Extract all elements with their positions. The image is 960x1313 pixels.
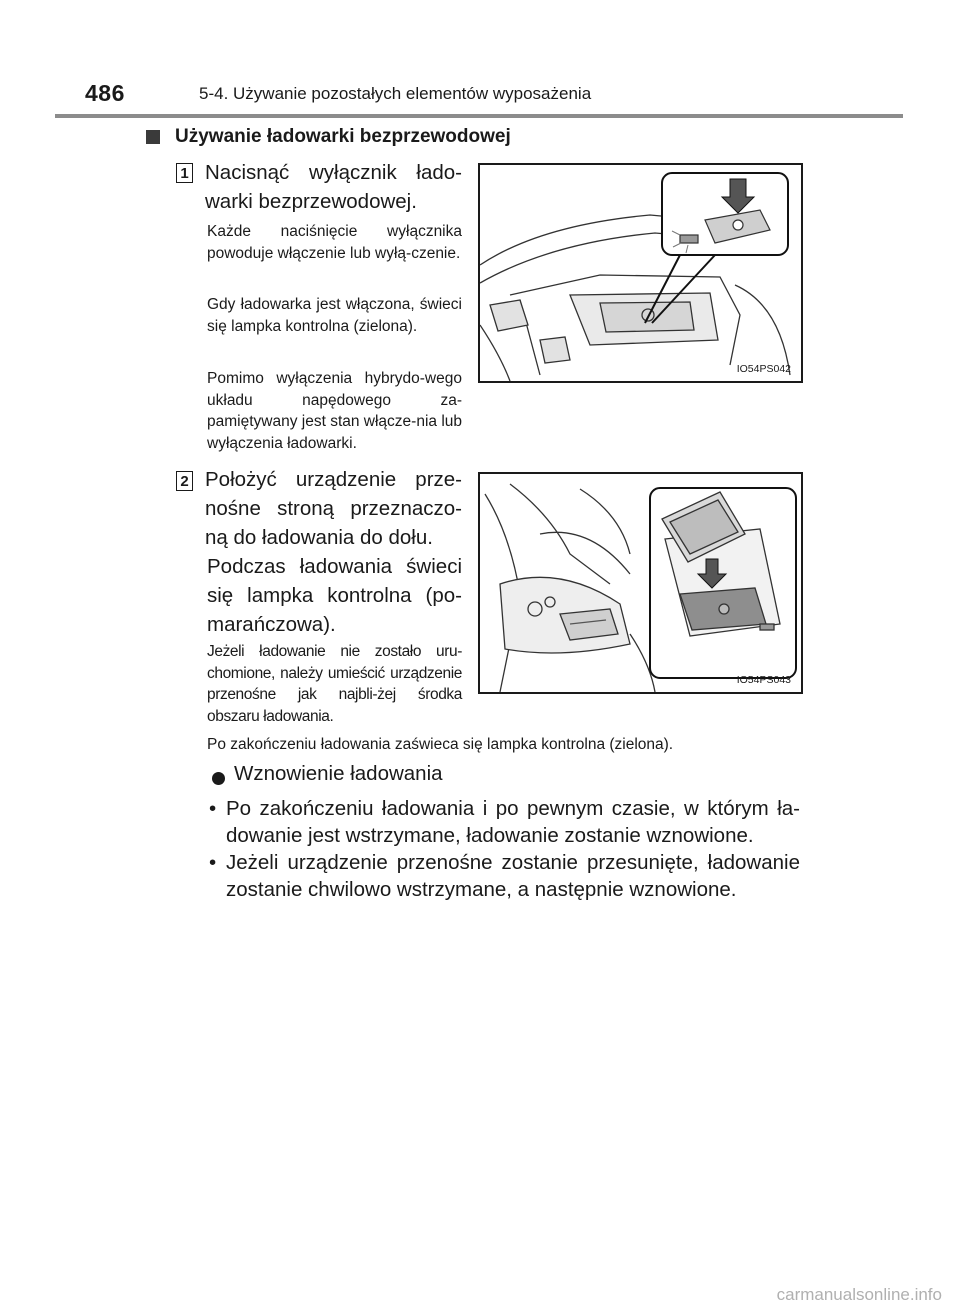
step-1-badge: 1 <box>176 163 193 183</box>
watermark: carmanualsonline.info <box>776 1285 942 1304</box>
list-dot-icon: • <box>209 851 217 874</box>
header-divider <box>55 114 903 118</box>
charging-complete-note: Po zakończeniu ładowania zaświeca się lampka kontrolna (zielona). <box>207 736 674 753</box>
step-2-badge: 2 <box>176 471 193 491</box>
figure-2-code: IO54PS043 <box>736 674 791 686</box>
resume-item-2 <box>209 849 800 903</box>
page-number: 486 <box>85 80 125 106</box>
section-header: 5-4. Używanie pozostałych elementów wyposażenia <box>199 84 592 103</box>
list-dot-icon: • <box>209 797 217 820</box>
step-1-note-2: Gdy ładowarka jest włączona, świeci się lampka kontrolna (zielona). <box>207 296 462 335</box>
square-bullet-icon <box>146 130 160 144</box>
resume-item-2-text: Jeżeli urządzenie przenośne zostanie przesunięte, ładowanie zostanie chwilowo wstrzymane, a następnie wznowione. <box>226 851 800 901</box>
charger-switch-illustration <box>480 165 801 381</box>
round-bullet-icon <box>212 772 225 785</box>
step-2-note-position: Jeżeli ładowanie nie zostało uru-chomione, należy umieścić urządzenie przenośne jak najbli-żej środka obszaru ładowania. <box>207 643 462 725</box>
figure-charger-switch <box>478 163 803 383</box>
figure-1-code: IO54PS042 <box>736 363 791 375</box>
step-2-text: Położyć urządzenie prze-nośne stroną przeznaczo-ną do ładowania do dołu. <box>205 468 462 549</box>
step-1-note-3: Pomimo wyłączenia hybrydo-wego układu napędowego za-pamiętywany jest stan włącze-nia lub wyłączenia ładowarki. <box>207 370 463 452</box>
device-placement-illustration <box>480 474 801 692</box>
section-title: Używanie ładowarki bezprzewodowej <box>175 126 511 147</box>
figure-device-placement <box>478 472 803 694</box>
step-1-note-1: Każde naciśnięcie wyłącznika powoduje włączenie lub wyłą-czenie. <box>207 223 462 262</box>
resume-item-1-text: Po zakończeniu ładowania i po pewnym czasie, w którym ła-dowanie jest wstrzymane, ładowanie zostanie wznowione. <box>226 797 800 847</box>
resume-item-1 <box>209 795 800 849</box>
step-2-note-lamp: Podczas ładowania świeci się lampka kontrolna (po-marańczowa). <box>207 555 462 636</box>
step-1-text: Nacisnąć wyłącznik łado-warki bezprzewodowej. <box>205 161 462 213</box>
resume-heading: Wznowienie ładowania <box>234 762 443 785</box>
